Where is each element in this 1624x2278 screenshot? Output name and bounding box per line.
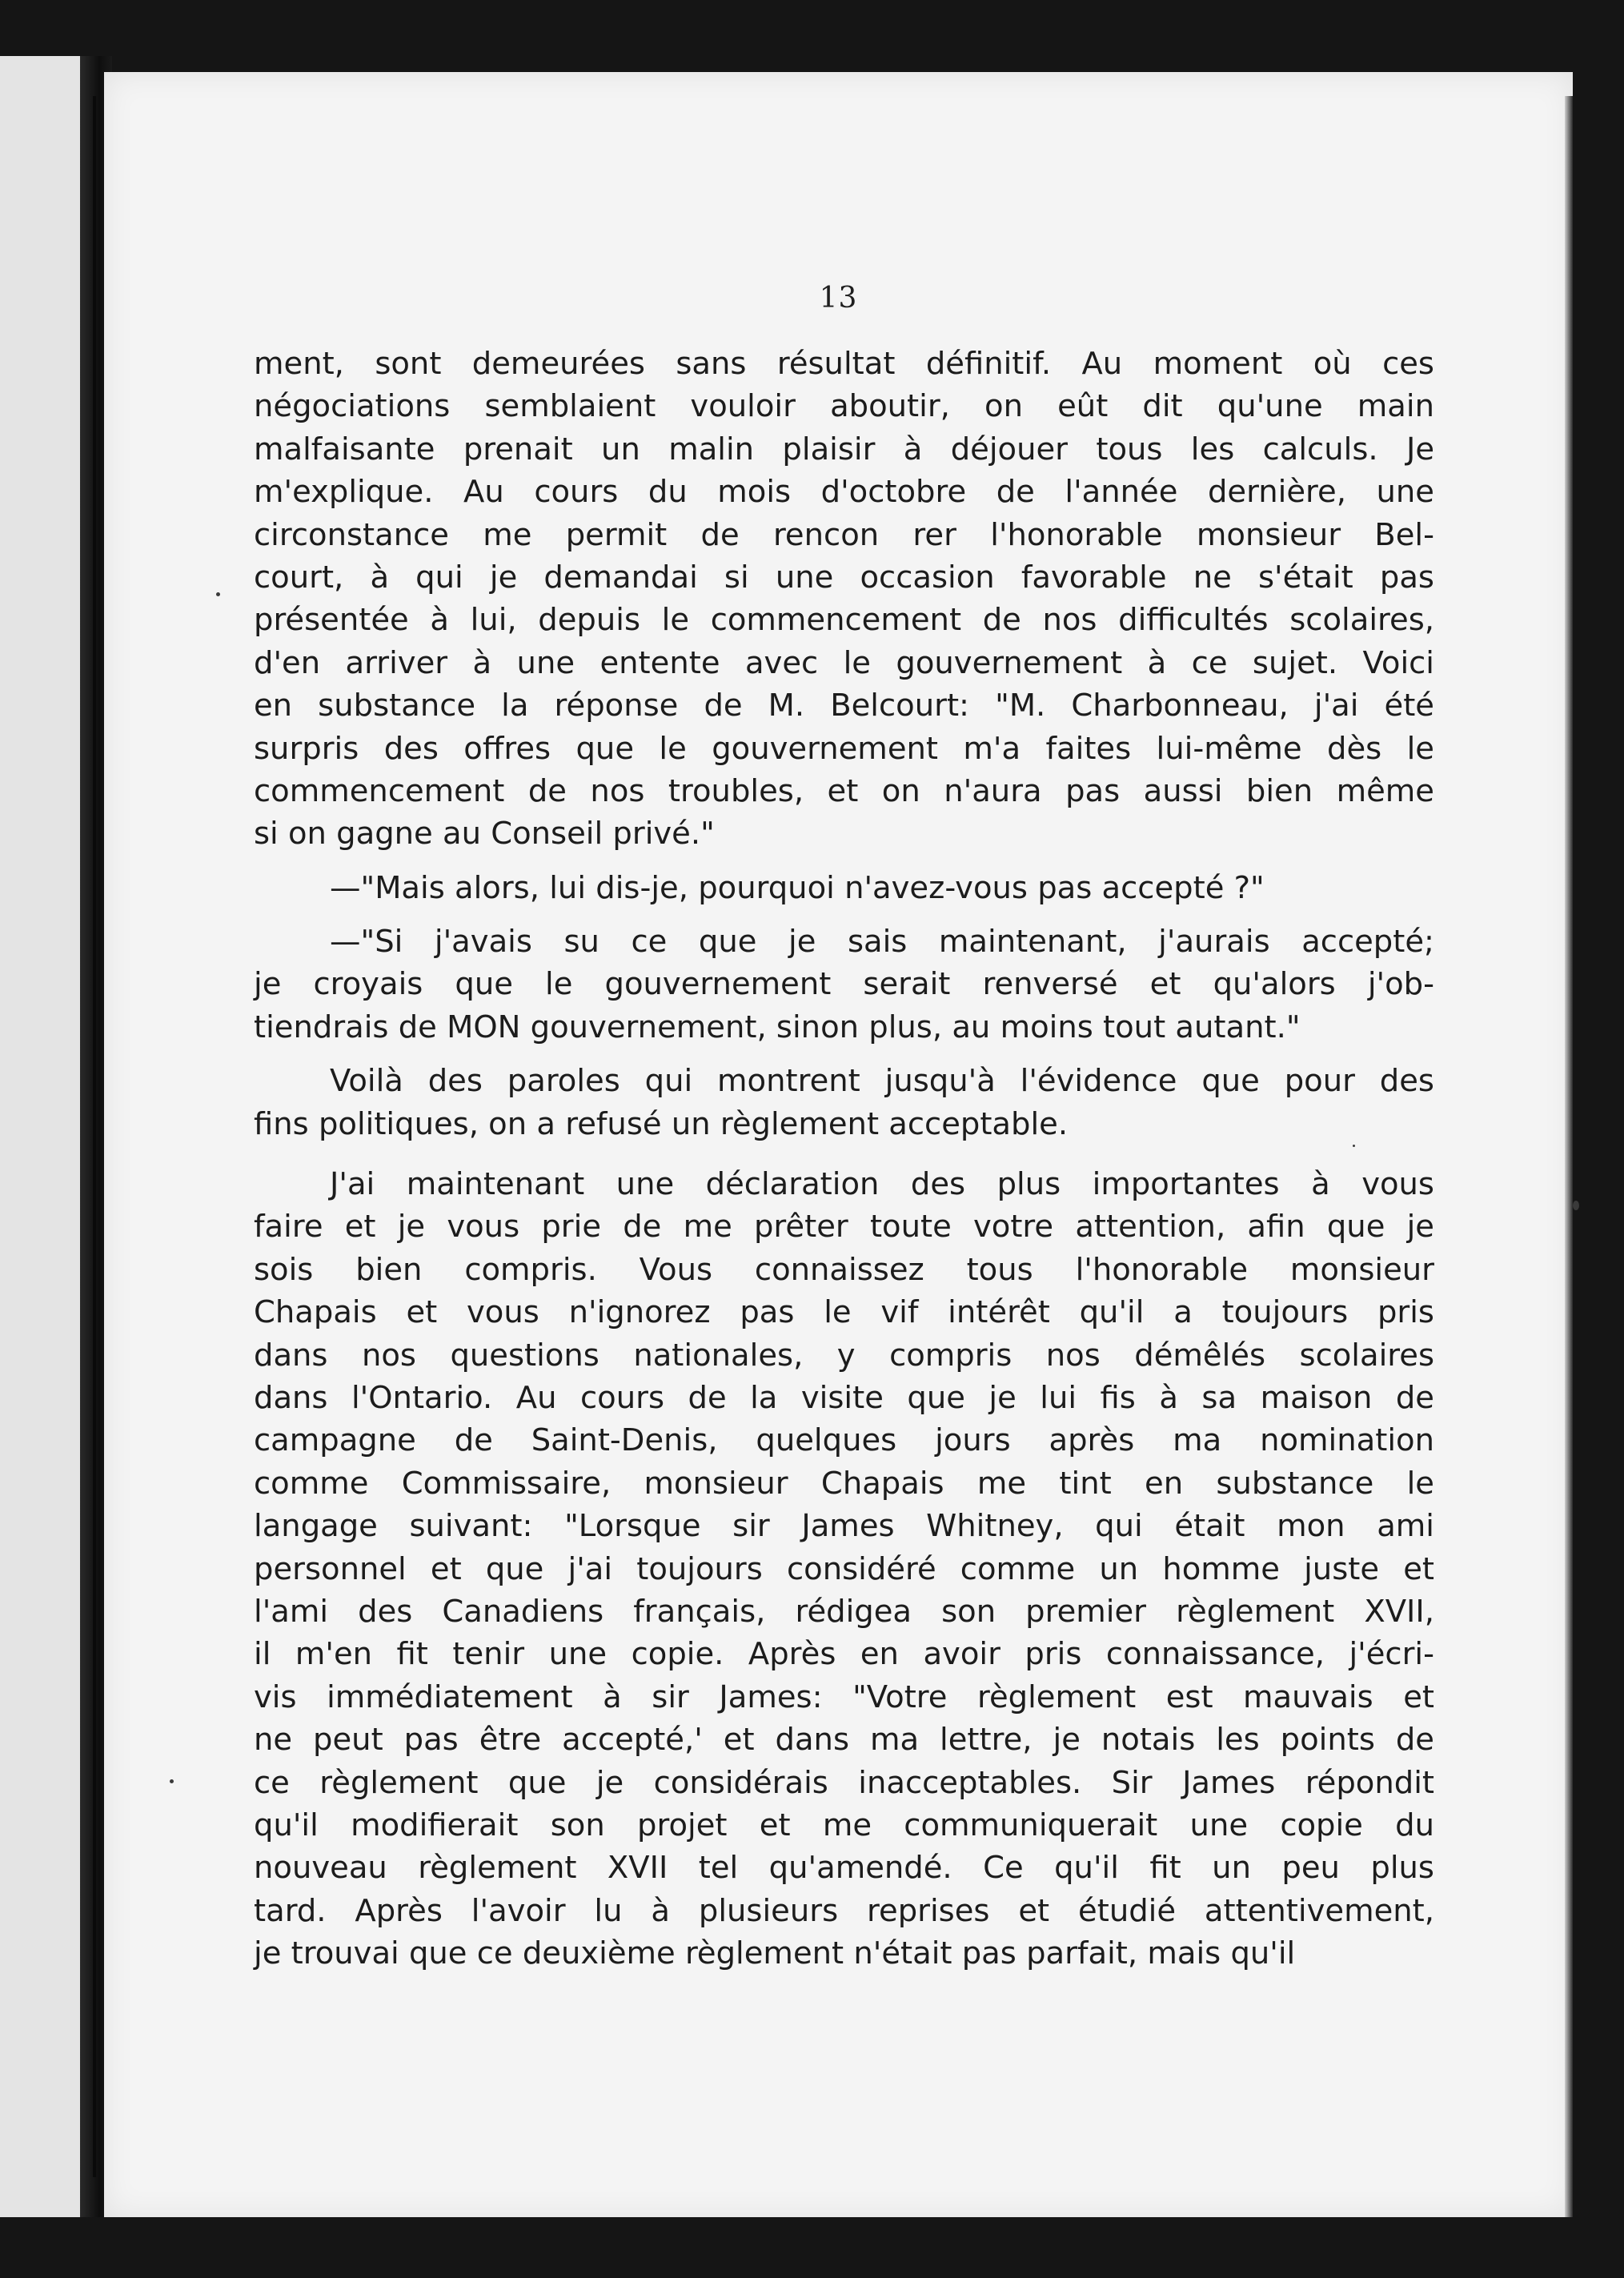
text-line: court, à qui je demandai si une occasion favorable ne s'était pas [254, 559, 1434, 596]
text-line: J'ai maintenant une déclaration des plus importantes à vous [330, 1166, 1434, 1203]
text-line: Chapais et vous n'ignorez pas le vif intérêt qu'il a toujours pris [254, 1294, 1434, 1331]
text-line: si on gagne au Conseil privé." [254, 816, 715, 852]
text-line: dans nos questions nationales, y compris nos démêlés scolaires [254, 1337, 1434, 1374]
body-text [254, 343, 1434, 1975]
text-line: dans l'Ontario. Au cours de la visite que je lui fis à sa maison de [254, 1379, 1434, 1416]
text-line: tiendrais de MON gouvernement, sinon plus, au moins tout autant." [254, 1009, 1301, 1045]
paragraph [254, 920, 1434, 1049]
margin-speck [216, 592, 220, 596]
page-right-edge [1565, 96, 1573, 2217]
text-line: tard. Après l'avoir lu à plusieurs reprises et étudié attentivement, [254, 1892, 1434, 1929]
text-line: circonstance me permit de rencon rer l'honorable monsieur Bel- [254, 516, 1434, 553]
text-line: m'explique. Au cours du mois d'octobre de l'année dernière, une [254, 474, 1434, 511]
text-line: surpris des offres que le gouvernement m'a faites lui-même dès le [254, 730, 1434, 767]
margin-speck [170, 1779, 174, 1783]
paragraph [254, 343, 1434, 856]
text-line: Voilà des paroles qui montrent jusqu'à l'évidence que pour des [330, 1063, 1434, 1100]
margin-speck [1353, 1145, 1355, 1147]
text-line: malfaisante prenait un malin plaisir à déjouer tous les calculs. Je [254, 431, 1434, 467]
paragraph [254, 867, 1434, 909]
text-line: —"Si j'avais su ce que je sais maintenant, j'aurais accepté; [330, 924, 1434, 961]
text-line: fins politiques, on a refusé un règlement acceptable. [254, 1105, 1069, 1142]
paragraph [254, 1163, 1434, 1975]
text-line: langage suivant: "Lorsque sir James Whitney, qui était mon ami [254, 1508, 1434, 1545]
text-line: négociations semblaient vouloir aboutir, on eût dit qu'une main [254, 388, 1434, 425]
text-line: l'ami des Canadiens français, rédigea son premier règlement XVII, [254, 1593, 1434, 1630]
text-line: —"Mais alors, lui dis-je, pourquoi n'avez-vous pas accepté ?" [330, 869, 1265, 906]
text-line: ce règlement que je considérais inacceptables. Sir James répondit [254, 1764, 1434, 1801]
text-line: sois bien compris. Vous connaissez tous l'honorable monsieur [254, 1251, 1434, 1288]
text-line: ne peut pas être accepté,' et dans ma lettre, je notais les points de [254, 1722, 1434, 1759]
text-line: en substance la réponse de M. Belcourt: "M. Charbonneau, j'ai été [254, 688, 1434, 724]
text-line: campagne de Saint-Denis, quelques jours après ma nomination [254, 1422, 1434, 1459]
text-line: comme Commissaire, monsieur Chapais me tint en substance le [254, 1465, 1434, 1502]
margin-speck [1573, 1201, 1579, 1210]
text-line: commencement de nos troubles, et on n'aura pas aussi bien même [254, 772, 1434, 809]
text-line: personnel et que j'ai toujours considéré comme un homme juste et [254, 1550, 1434, 1587]
page-number: 13 [819, 282, 858, 315]
paragraph [254, 1060, 1434, 1145]
text-line: qu'il modifierait son projet et me communiquerait une copie du [254, 1807, 1434, 1843]
text-line: nouveau règlement XVII tel qu'amendé. Ce qu'il fit un peu plus [254, 1850, 1434, 1887]
text-line: faire et je vous prie de me prêter toute votre attention, afin que je [254, 1209, 1434, 1245]
text-line: présentée à lui, depuis le commencement de nos difficultés scolaires, [254, 602, 1434, 639]
text-line: je trouvai que ce deuxième règlement n'était pas parfait, mais qu'il [254, 1935, 1296, 1972]
text-line: il m'en fit tenir une copie. Après en avoir pris connaissance, j'écri- [254, 1636, 1434, 1673]
text-line: je croyais que le gouvernement serait renversé et qu'alors j'ob- [254, 966, 1434, 1003]
text-line: d'en arriver à une entente avec le gouvernement à ce sujet. Voici [254, 644, 1434, 681]
text-line: vis immédiatement à sir James: "Votre règlement est mauvais et [254, 1678, 1434, 1715]
page-gutter-line [93, 96, 96, 2177]
text-line: ment, sont demeurées sans résultat définitif. Au moment où ces [254, 346, 1434, 382]
